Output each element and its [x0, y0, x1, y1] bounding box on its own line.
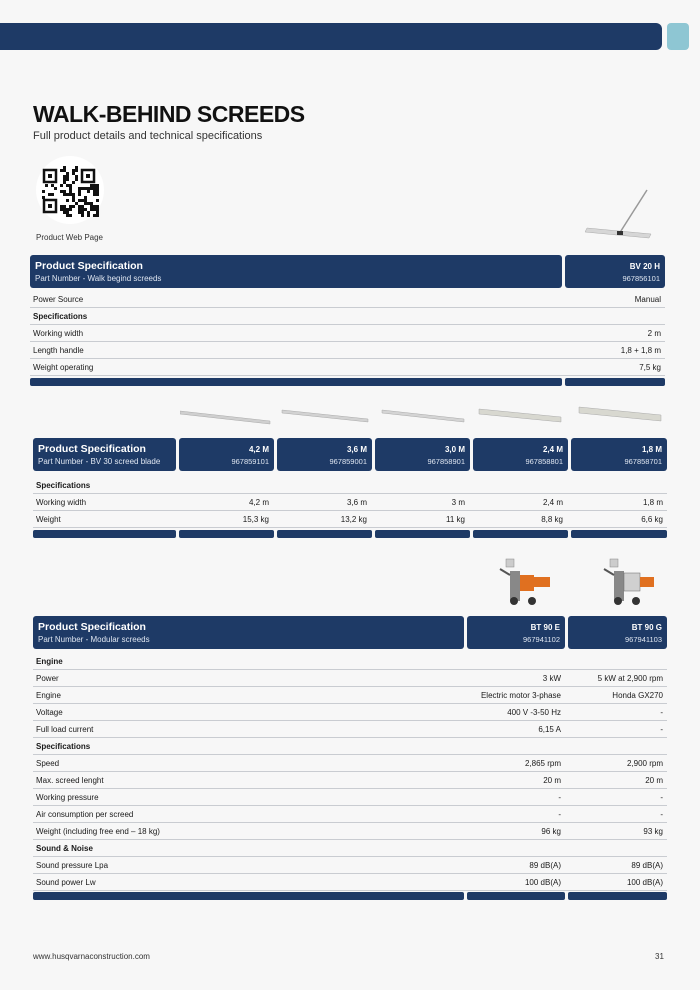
qr-caption: Product Web Page — [36, 233, 104, 242]
blade-image-2-4 — [475, 405, 567, 427]
table-footer-bar — [30, 378, 562, 386]
spec-table-bv20h — [30, 255, 666, 388]
table-section-row: Specifications — [33, 737, 667, 755]
column-part: 967856101 — [622, 274, 660, 283]
bt90g-product-image — [596, 553, 666, 608]
column-header: 1,8 M 967858701 — [571, 438, 667, 471]
table-title: Product Specification — [35, 260, 143, 272]
blade-image-4-2 — [180, 405, 272, 427]
table-row: Working width 2 m — [30, 324, 665, 342]
table-row: Length handle 1,8 + 1,8 m — [30, 341, 665, 359]
table-row: Full load current 6,15 A - — [33, 720, 667, 738]
table-row: Sound pressure Lpa 89 dB(A) 89 dB(A) — [33, 856, 667, 874]
spec-table-bt90 — [33, 616, 667, 902]
blade-image-3-0 — [378, 405, 470, 427]
table-footer-bar — [179, 530, 274, 538]
table-footer-bar — [565, 378, 665, 386]
table-row: Working width 4,2 m 3,6 m 3 m 2,4 m 1,8 m — [33, 493, 667, 511]
table-part-label: Part Number - Walk begind screeds — [35, 274, 162, 283]
spec-table-bv30 — [33, 438, 667, 538]
table-footer-bar — [473, 530, 568, 538]
table-footer-bar — [568, 892, 667, 900]
table-footer-bar — [33, 530, 176, 538]
column-header: 3,6 M 967859001 — [277, 438, 372, 471]
table-row: Power 3 kW 5 kW at 2,900 rpm — [33, 669, 667, 687]
table-row: Weight operating 7,5 kg — [30, 358, 665, 376]
table-row: Voltage 400 V -3-50 Hz - — [33, 703, 667, 721]
column-header: BT 90 E 967941102 — [467, 616, 565, 649]
table-row: Max. screed lenght 20 m 20 m — [33, 771, 667, 789]
table-section-row: Sound & Noise — [33, 839, 667, 857]
page-subtitle: Full product details and technical specifications — [33, 130, 263, 142]
table-row: Weight 15,3 kg 13,2 kg 11 kg 8,8 kg 6,6 kg — [33, 510, 667, 528]
top-banner — [0, 23, 662, 50]
table-part-label: Part Number - BV 30 screed blade — [38, 457, 161, 466]
table-part-label: Part Number - Modular screeds — [38, 635, 150, 644]
table-footer-bar — [467, 892, 565, 900]
blade-image-1-8 — [575, 403, 667, 427]
column-header: 4,2 M 967859101 — [179, 438, 274, 471]
table-section-row: Engine — [33, 652, 667, 670]
table-row: Weight (including free end – 18 kg) 96 kg 93 kg — [33, 822, 667, 840]
column-header: 3,0 M 967858901 — [375, 438, 470, 471]
column-header — [565, 255, 665, 288]
table-row: Working pressure - - — [33, 788, 667, 806]
bt90e-product-image — [492, 553, 562, 608]
table-row: Speed 2,865 rpm 2,900 rpm — [33, 754, 667, 772]
table-row: Sound power Lw 100 dB(A) 100 dB(A) — [33, 873, 667, 891]
table-header — [30, 255, 562, 288]
column-header: 2,4 M 967858801 — [473, 438, 568, 471]
column-header: BT 90 G 967941103 — [568, 616, 667, 649]
page-number: 31 — [655, 952, 664, 961]
table-row: Power Source Manual — [30, 290, 665, 308]
table-row: Air consumption per screed - - — [33, 805, 667, 823]
bv20h-product-image — [585, 188, 665, 240]
table-title: Product Specification — [38, 621, 146, 633]
table-section-row: Specifications — [33, 476, 667, 494]
table-footer-bar — [277, 530, 372, 538]
qr-code[interactable] — [36, 156, 104, 224]
table-footer-bar — [571, 530, 667, 538]
column-name: BV 20 H — [629, 262, 660, 271]
table-footer-bar — [33, 892, 464, 900]
footer-url[interactable]: www.husqvarnaconstruction.com — [33, 952, 150, 961]
table-title: Product Specification — [38, 443, 146, 455]
top-banner-accent — [667, 23, 689, 50]
page-title: WALK-BEHIND SCREEDS — [33, 101, 305, 127]
table-footer-bar — [375, 530, 470, 538]
table-header — [33, 438, 176, 471]
table-section-row: Specifications — [30, 307, 665, 325]
table-header — [33, 616, 464, 649]
table-row: Engine Electric motor 3-phase Honda GX270 — [33, 686, 667, 704]
blade-image-3-6 — [280, 405, 372, 427]
